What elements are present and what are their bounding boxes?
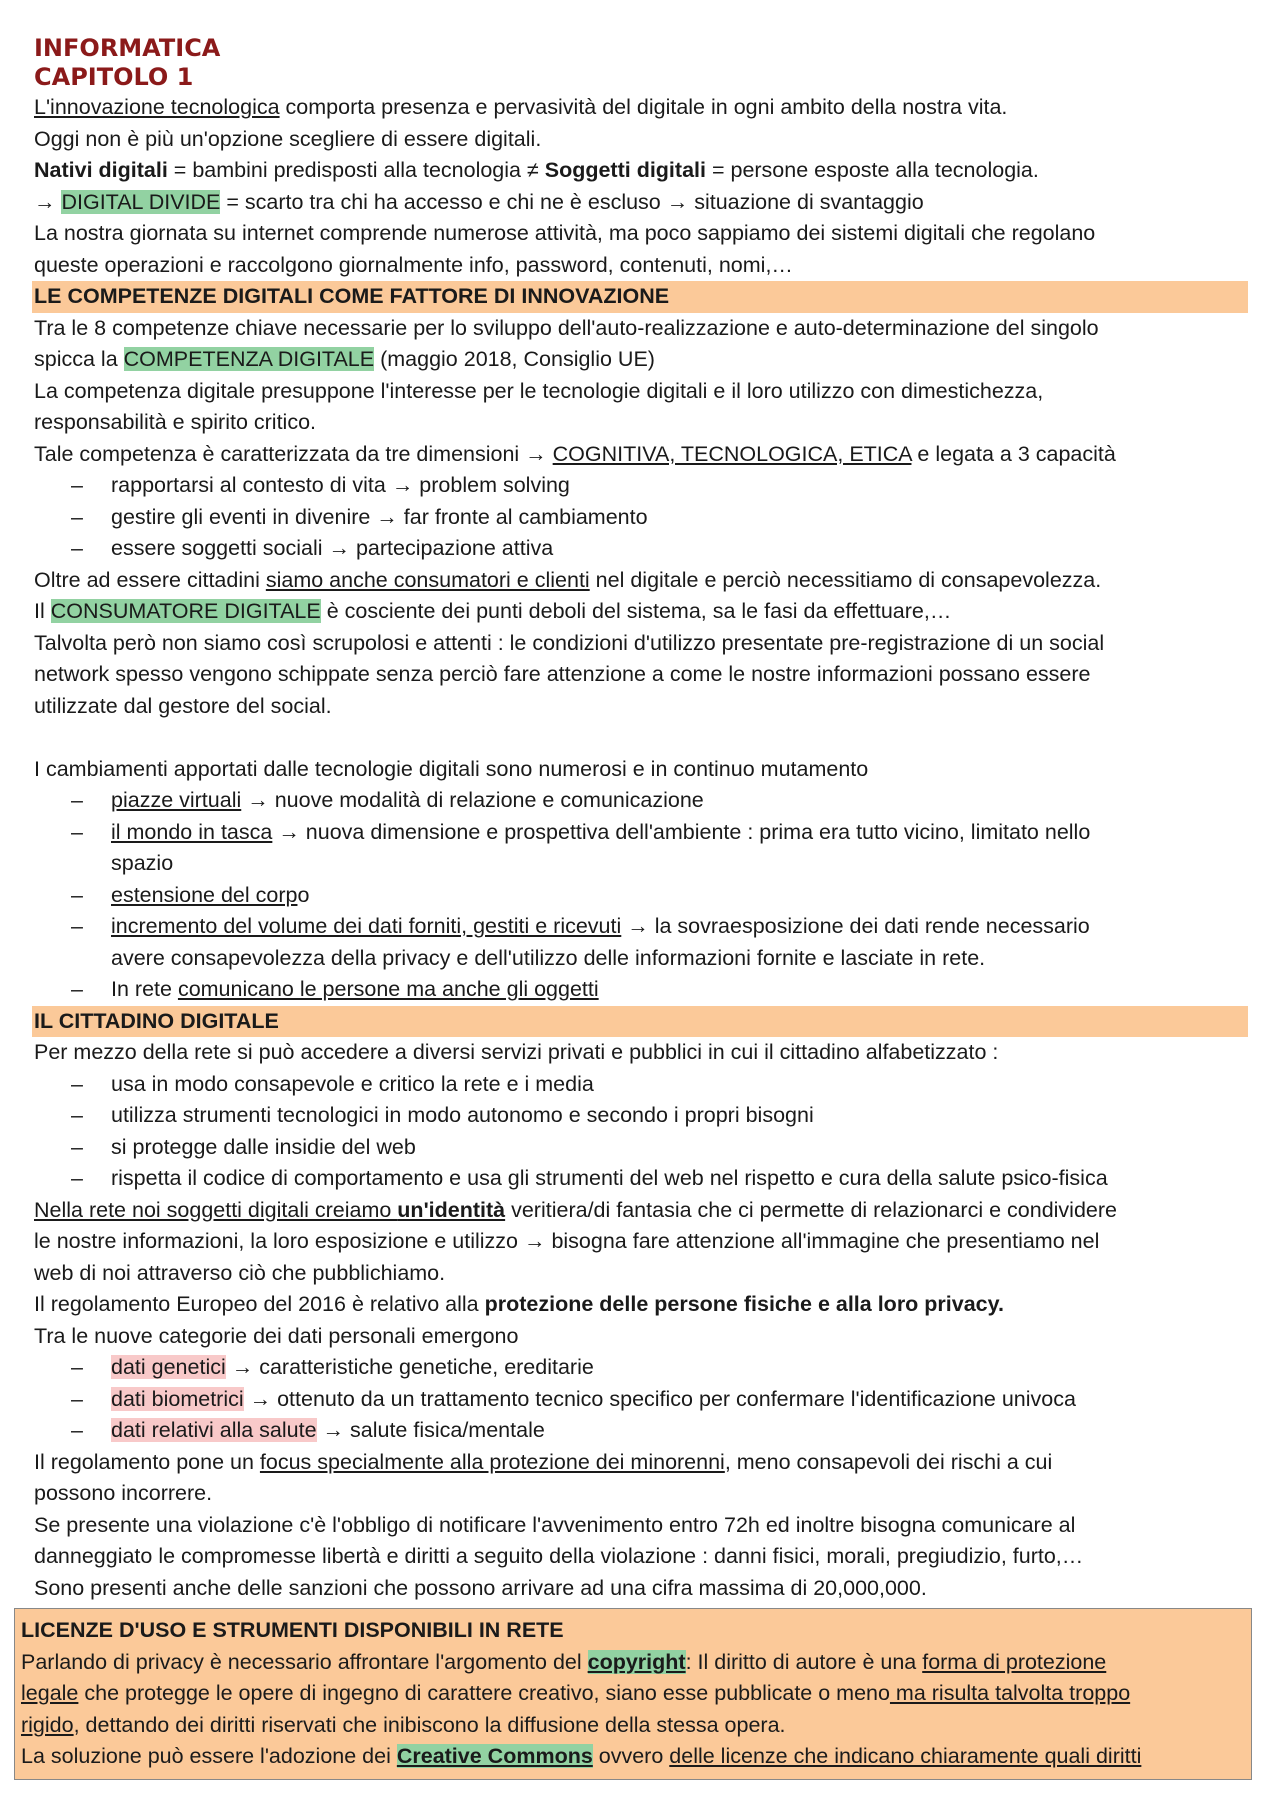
paragraph (34, 1195, 1250, 1227)
paragraph (34, 92, 1250, 124)
text: Oltre ad essere cittadini (34, 567, 266, 592)
paragraph (21, 1710, 1251, 1742)
text: ovvero (592, 1744, 670, 1768)
text: e legata a 3 capacità (911, 441, 1116, 466)
text: essere soggetti sociali → partecipazione attiva (111, 536, 554, 560)
text: In rete (111, 977, 178, 1001)
text: → nuova dimensione e prospettiva dell'ambiente : prima era tutto vicino, limitato nello (272, 819, 1091, 844)
underlined-text: COGNITIVA, TECNOLOGICA, ETICA (552, 441, 912, 466)
list-item (34, 974, 1250, 1006)
bold-term: protezione delle persone fisiche e alla loro privacy. (484, 1292, 1004, 1316)
bullet-dash: – (71, 504, 83, 529)
paragraph (34, 1289, 1250, 1321)
bullet-dash: – (71, 473, 83, 497)
text: si protegge dalle insidie del web (111, 1134, 416, 1159)
text: → caratteristiche genetiche, ereditarie (225, 1355, 594, 1379)
underlined-text: L'innovazione tecnologica (34, 95, 280, 119)
bullet-dash: – (71, 977, 83, 1001)
underlined-text: Nella rete noi soggetti digitali creiamo (34, 1197, 398, 1222)
paragraph: Tra le 8 competenze chiave necessarie per lo sviluppo dell'auto-realizzazione e auto-determinazione del singolo (34, 315, 1099, 340)
bullet-dash: – (71, 819, 83, 844)
list-item (34, 1415, 1250, 1447)
bullet-dash: – (71, 1166, 83, 1190)
highlighted-term: dati relativi alla salute (111, 1418, 317, 1442)
paragraph (21, 1741, 1251, 1773)
text: rispetta il codice di comportamento e usa gli strumenti del web nel rispetto e cura della salute psico-fisica (111, 1166, 1108, 1190)
text: : Il diritto di autore è una (685, 1649, 923, 1674)
paragraph (21, 1678, 1251, 1710)
text: → salute fisica/mentale (316, 1418, 545, 1442)
list-item (34, 1132, 1250, 1164)
list-item (34, 880, 1250, 912)
text: Parlando di privacy è necessario affrontare l'argomento del (21, 1649, 588, 1674)
underlined-text: incremento del volume dei dati forniti, gestiti e ricevuti (111, 914, 622, 938)
text: (maggio 2018, Consiglio UE) (374, 347, 655, 371)
bullet-dash: – (71, 536, 83, 560)
paragraph (34, 344, 1250, 376)
list-item (34, 785, 1250, 817)
text: comporta presenza e pervasività del digitale in ogni ambito della nostra vita. (279, 95, 1008, 119)
paragraph: Tra le nuove categorie dei dati personali emergono (34, 1323, 519, 1348)
underlined-text: siamo anche consumatori e clienti (265, 567, 590, 592)
text: Tale competenza è caratterizzata da tre dimensioni → (34, 441, 553, 466)
highlighted-term: CONSUMATORE DIGITALE (50, 599, 321, 623)
bullet-dash: – (71, 1071, 83, 1096)
underlined-text: il mondo in tasca (111, 819, 273, 844)
list-item (34, 1352, 1250, 1384)
highlighted-term: COMPETENZA DIGITALE (123, 347, 375, 371)
bullet-dash: – (71, 1103, 83, 1127)
bold-underlined-term: un'identità (397, 1197, 506, 1222)
bullet-dash: – (71, 1386, 83, 1411)
text: Il regolamento Europeo del 2016 è relativo alla (34, 1292, 485, 1316)
highlighted-term: DIGITAL DIVIDE (61, 189, 221, 214)
paragraph (21, 1647, 1251, 1679)
list-item (34, 1100, 1250, 1132)
bullet-dash: – (71, 1134, 83, 1159)
list-item (34, 502, 1250, 534)
underlined-text: focus specialmente alla protezione dei minorenni (259, 1449, 725, 1474)
box-heading: LICENZE D'USO E STRUMENTI DISPONIBILI IN RETE (21, 1618, 564, 1642)
underlined-text: forma di protezione (922, 1649, 1107, 1674)
section-heading: IL CITTADINO DIGITALE (32, 1006, 1248, 1038)
text: Il (34, 599, 51, 623)
text: = persone esposte alla tecnologia. (705, 158, 1039, 182)
text: utilizza strumenti tecnologici in modo autonomo e secondo i propri bisogni (111, 1103, 814, 1127)
arrow: → (34, 189, 62, 214)
list-item-continuation: avere consapevolezza della privacy e dell'utilizzo delle informazioni fornite e lasciate in rete. (111, 945, 986, 970)
list-item (34, 533, 1250, 565)
paragraph: Oggi non è più un'opzione scegliere di essere digitali. (34, 126, 542, 151)
bold-term: Nativi digitali (34, 158, 168, 182)
text: veritiera/di fantasia che ci permette di relazionarci e condividere (505, 1197, 1117, 1222)
list-item (34, 911, 1250, 943)
text: → la sovraesposizione dei dati rende necessario (621, 914, 1090, 938)
bullet-dash: – (71, 788, 83, 812)
text: , dettando dei diritti riservati che inibiscono la diffusione della stessa opera. (73, 1712, 786, 1737)
blank-line (34, 722, 1250, 754)
text: gestire gli eventi in divenire → far fronte al cambiamento (111, 504, 648, 529)
paragraph: La nostra giornata su internet comprende numerose attività, ma poco sappiamo dei sistemi digitali che regolano (34, 221, 1096, 245)
paragraph (34, 1447, 1250, 1479)
licenses-box (14, 1608, 1252, 1780)
list-item (34, 817, 1250, 849)
text: che protegge le opere di ingegno di carattere creativo, siano esse pubblicate o meno (78, 1681, 890, 1705)
paragraph (34, 565, 1250, 597)
underlined-text: legale (21, 1681, 79, 1705)
document-title: INFORMATICA (34, 34, 221, 62)
paragraph (34, 187, 1250, 219)
underlined-text: comunicano le persone ma anche gli oggetti (177, 977, 599, 1001)
paragraph (34, 596, 1250, 628)
text: La soluzione può essere l'adozione dei (21, 1744, 397, 1768)
list-item (34, 1069, 1250, 1101)
paragraph: La competenza digitale presuppone l'interesse per le tecnologie digitali e il loro utilizzo con dimestichezza, (34, 378, 1044, 403)
text: → ottenuto da un trattamento tecnico specifico per confermare l'identificazione univoca (243, 1386, 1076, 1411)
paragraph (34, 439, 1250, 471)
paragraph (34, 155, 1250, 187)
bullet-dash: – (71, 1418, 83, 1442)
text: usa in modo consapevole e critico la rete e i media (111, 1071, 594, 1096)
bullet-dash: – (71, 1355, 83, 1379)
list-item (34, 1384, 1250, 1416)
text: , meno consapevoli dei rischi a cui (724, 1449, 1053, 1474)
underlined-text: rigido (21, 1712, 74, 1737)
paragraph: network spesso vengono schippate senza perciò fare attenzione a come le nostre informazioni possano essere (34, 662, 1091, 686)
highlighted-term: Creative Commons (396, 1744, 593, 1768)
paragraph: Per mezzo della rete si può accedere a diversi servizi privati e pubblici in cui il cittadino alfabetizzato : (34, 1040, 999, 1064)
text: Il regolamento pone un (34, 1449, 260, 1474)
paragraph: I cambiamenti apportati dalle tecnologie digitali sono numerosi e in continuo mutamento (34, 756, 869, 781)
highlighted-term: dati genetici (111, 1355, 226, 1379)
list-item (34, 1163, 1250, 1195)
underlined-text: piazze virtuali (111, 788, 242, 812)
highlighted-term: dati biometrici (111, 1386, 244, 1411)
section-heading: LE COMPETENZE DIGITALI COME FATTORE DI INNOVAZIONE (32, 281, 1248, 313)
underlined-text: ma risulta talvolta troppo (889, 1681, 1131, 1705)
text: nel digitale e perciò necessitiamo di consapevolezza. (589, 567, 1102, 592)
paragraph: web di noi attraverso ciò che pubblichiamo. (34, 1260, 446, 1285)
paragraph: Sono presenti anche delle sanzioni che possono arrivare ad una cifra massima di 20,000,000. (34, 1575, 927, 1600)
paragraph: danneggiato le compromesse libertà e diritti a seguito della violazione : danni fisici, morali, pregiudizio, furto,… (34, 1544, 1084, 1568)
paragraph: responsabilità e spirito critico. (34, 410, 317, 434)
text: → nuove modalità di relazione e comunicazione (241, 788, 704, 812)
list-item (34, 470, 1250, 502)
bullet-dash: – (71, 914, 83, 938)
paragraph: utilizzate dal gestore del social. (34, 693, 332, 718)
text: o (297, 882, 310, 907)
text: = bambini predisposti alla tecnologia ≠ (167, 158, 545, 182)
text: = scarto tra chi ha accesso e chi ne è escluso → situazione di svantaggio (220, 189, 924, 214)
paragraph: Talvolta però non siamo così scrupolosi e attenti : le condizioni d'utilizzo presentate pre-registrazione di un social (34, 630, 1105, 655)
document-page (34, 34, 1250, 1604)
underlined-text: delle licenze che indicano chiaramente quali diritti (669, 1744, 1142, 1768)
bold-term: Soggetti digitali (544, 158, 706, 182)
paragraph: Se presente una violazione c'è l'obbligo di notificare l'avvenimento entro 72h ed inoltre bisogna comunicare al (34, 1512, 1076, 1537)
underlined-text: estensione del corp (111, 882, 298, 907)
paragraph: queste operazioni e raccolgono giornalmente info, password, contenuti, nomi,… (34, 252, 793, 277)
highlighted-term: copyright (587, 1649, 686, 1674)
paragraph: possono incorrere. (34, 1481, 213, 1505)
text: spicca la (34, 347, 124, 371)
paragraph: le nostre informazioni, la loro esposizione e utilizzo → bisogna fare attenzione all'immagine che presentiamo nel (34, 1229, 1100, 1253)
text: rapportarsi al contesto di vita → problem solving (111, 473, 570, 497)
chapter-title: CAPITOLO 1 (34, 63, 194, 91)
bullet-dash: – (71, 882, 83, 907)
list-item-continuation: spazio (111, 851, 174, 875)
text: è cosciente dei punti deboli del sistema, sa le fasi da effettuare,… (320, 599, 952, 623)
